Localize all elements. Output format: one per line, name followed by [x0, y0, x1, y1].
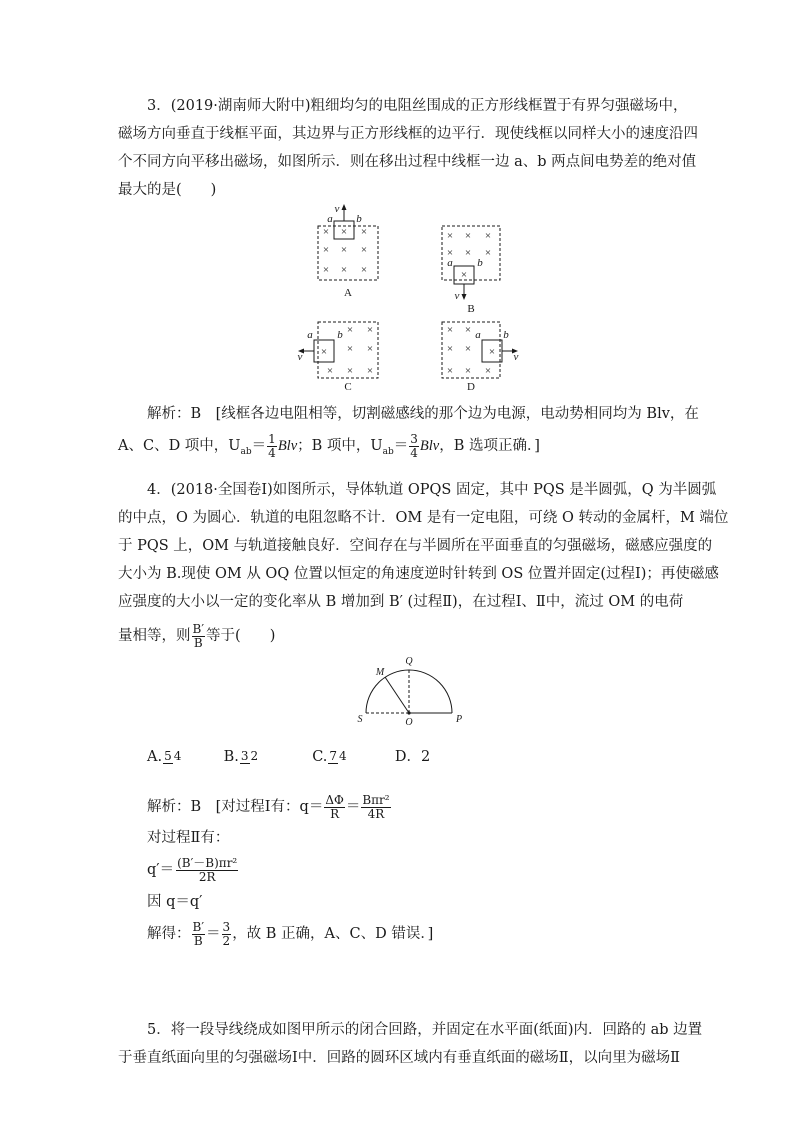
q3-stem — [118, 92, 698, 204]
cross: × — [340, 226, 348, 238]
q4-line-3: 于 PQS 上，OM 与轨道接触良好．空间存在与半圆所在平面垂直的匀强磁场，磁感应强度的 — [118, 538, 713, 554]
q4-figure — [352, 652, 482, 727]
cross: × — [464, 343, 472, 355]
cross: × — [446, 247, 454, 259]
label-p: P — [455, 714, 463, 725]
q4-stem-text-b: 等于( ) — [206, 628, 276, 644]
option-a[interactable]: A. 5 4 — [147, 749, 182, 765]
q3-frac-1: $\frac{1}{4}$ — [268, 431, 276, 460]
q4-sol-frac-5: $\frac{3}{2}$ — [222, 919, 231, 948]
cross: × — [346, 365, 354, 377]
q5-line-1: 5．将一段导线绕成如图甲所示的闭合回路，并固定在水平面(纸面)内．回路的 ab 边置 — [147, 1022, 703, 1038]
q3-sol-text-c: ，B 选项正确．] — [439, 438, 540, 454]
q3-sol-text-b: ；B 项中，U — [297, 438, 383, 454]
q4-stem-text-a: 量相等，则 — [118, 628, 191, 644]
q3-figure — [290, 200, 520, 390]
cross: × — [464, 324, 472, 336]
q3-eq-2: ＝ — [393, 438, 409, 454]
cross: × — [340, 264, 348, 276]
q3-sol-line-2 — [118, 428, 680, 470]
q4-sol-line-5: 解得： $\frac{B'}{B}$ ＝ $\frac{3}{2}$ ，故 B 正确，A、C、D 错误．] — [147, 919, 434, 948]
cross: × — [360, 244, 368, 256]
cross: × — [464, 247, 472, 259]
q4-line-4: 大小为 B.现使 OM 从 OQ 位置以恒定的角速度逆时针转到 OS 位置并固定(过程Ⅰ)；再使磁感 — [118, 566, 719, 582]
cross: × — [346, 343, 354, 355]
point-o — [407, 711, 410, 714]
cross: × — [484, 365, 492, 377]
fig-label-b: B — [467, 303, 475, 315]
q3-line-4: 最大的是( ) — [118, 182, 217, 198]
cross: × — [366, 324, 374, 336]
q3-frac-2: $\frac{3}{4}$ — [410, 431, 418, 460]
cross: × — [322, 264, 330, 276]
label-a: a — [447, 257, 453, 269]
q3-sol-text-a: A、C、D 项中，U — [118, 438, 241, 454]
q3-blv-1: Blv — [277, 438, 298, 454]
cross: × — [360, 226, 368, 238]
label-b: b — [477, 257, 483, 269]
q4-line-2: 的中点，O 为圆心．轨道的电阻忽略不计．OM 是有一定电阻，可绕 O 转动的金属杆，M 端位 — [118, 510, 729, 526]
cross: × — [326, 365, 334, 377]
q4-stem — [118, 476, 729, 656]
label-a: a — [327, 213, 333, 225]
label-b: b — [337, 329, 343, 341]
fig-label-a: A — [344, 287, 352, 299]
q3-sub-ab: ab — [240, 446, 252, 457]
q3-blv-2: Blv — [419, 438, 440, 454]
q4-options — [118, 740, 680, 774]
label-v: v — [513, 351, 519, 363]
label-a: a — [475, 329, 481, 341]
cross: × — [360, 264, 368, 276]
q4-line-1: 4．(2018·全国卷Ⅰ)如图所示，导体轨道 OPQS 固定，其中 PQS 是半圆弧，Q 为半圆弧 — [147, 482, 717, 498]
cross: × — [446, 365, 454, 377]
cross: × — [346, 324, 354, 336]
q4-sol-line-4: 因 q＝q′ — [147, 894, 203, 910]
label-q: Q — [405, 656, 413, 667]
label-v: v — [297, 351, 303, 363]
option-c[interactable]: C. 7 4 — [312, 749, 347, 765]
q3-eq: ＝ — [251, 438, 267, 454]
cross: × — [322, 226, 330, 238]
cross: × — [484, 247, 492, 259]
cross: × — [464, 230, 472, 242]
label-m: M — [375, 667, 385, 678]
cross: × — [446, 230, 454, 242]
q3-sol-line-1: 解析：B [线框各边电阻相等，切割磁感线的那个边为电源，电动势相同均为 Blv，在 — [147, 406, 699, 422]
q3-sub-ab-2: ab — [382, 446, 394, 457]
cross: × — [484, 230, 492, 242]
q4-sol-frac-3: $\frac{\text{(B′－B)πr²}}{2R}$ — [177, 855, 238, 884]
q4-sol-line-2: 对过程Ⅱ有： — [147, 830, 230, 846]
label-v: v — [454, 290, 460, 302]
fig-label-c: C — [344, 381, 352, 390]
rod-om — [385, 677, 409, 713]
q4-line-5: 应强度的大小以一定的变化率从 B 增加到 B′ (过程Ⅱ)，在过程Ⅰ、Ⅱ中，流过 OM 的电荷 — [118, 594, 684, 610]
q3-solution — [118, 400, 699, 470]
label-v: v — [334, 203, 340, 215]
q4-sol-frac-1: $\frac{\Delta\Phi}{R}$ — [325, 792, 344, 821]
cross: × — [460, 269, 468, 281]
cross: × — [464, 365, 472, 377]
q5-line-2: 于垂直纸面向里的匀强磁场Ⅰ中．回路的圆环区域内有垂直纸面的磁场Ⅱ，以向里为磁场Ⅱ — [118, 1050, 680, 1066]
label-o: O — [405, 717, 413, 727]
q4-line-6 — [118, 616, 680, 656]
label-a: a — [307, 329, 313, 341]
label-s: S — [357, 714, 363, 725]
fig-label-d: D — [467, 381, 475, 390]
cross: × — [446, 324, 454, 336]
q4-sol-frac-2: $\frac{\text{Bπr²}}{4R}$ — [362, 792, 390, 821]
q5-stem — [118, 1016, 703, 1072]
cross: × — [366, 343, 374, 355]
q4-sol-line-3: q′＝ $\frac{\text{(B′－B)πr²}}{2R}$ — [147, 855, 238, 884]
q4-stem-frac: $\frac{B'}{B}$ — [192, 621, 205, 650]
option-d[interactable]: D．2 — [394, 749, 431, 765]
cross: × — [446, 343, 454, 355]
q3-line-3: 个不同方向平移出磁场，如图所示．则在移出过程中线框一边 a、b 两点间电势差的绝对值 — [118, 154, 697, 170]
cross: × — [366, 365, 374, 377]
cross: × — [320, 346, 328, 358]
q3-line-1: 3．(2019·湖南师大附中)粗细均匀的电阻丝围成的正方形线框置于有界匀强磁场中， — [147, 98, 688, 114]
cross: × — [322, 244, 330, 256]
cross: × — [488, 346, 496, 358]
q4-sol-frac-4: $\frac{B'}{B}$ — [192, 919, 205, 948]
option-b[interactable]: B. 3 2 — [223, 749, 259, 765]
cross: × — [340, 244, 348, 256]
label-b: b — [503, 329, 509, 341]
q4-solution — [118, 790, 680, 952]
q4-sol-line-1: 解析：B [对过程Ⅰ有：q＝ $\frac{\Delta\Phi}{R}$ ＝ $\frac{\text{Bπr²}}{4R}$ — [147, 792, 390, 821]
label-b: b — [356, 213, 362, 225]
q3-line-2: 磁场方向垂直于线框平面，其边界与正方形线框的边平行．现使线框以同样大小的速度沿四 — [118, 126, 698, 142]
